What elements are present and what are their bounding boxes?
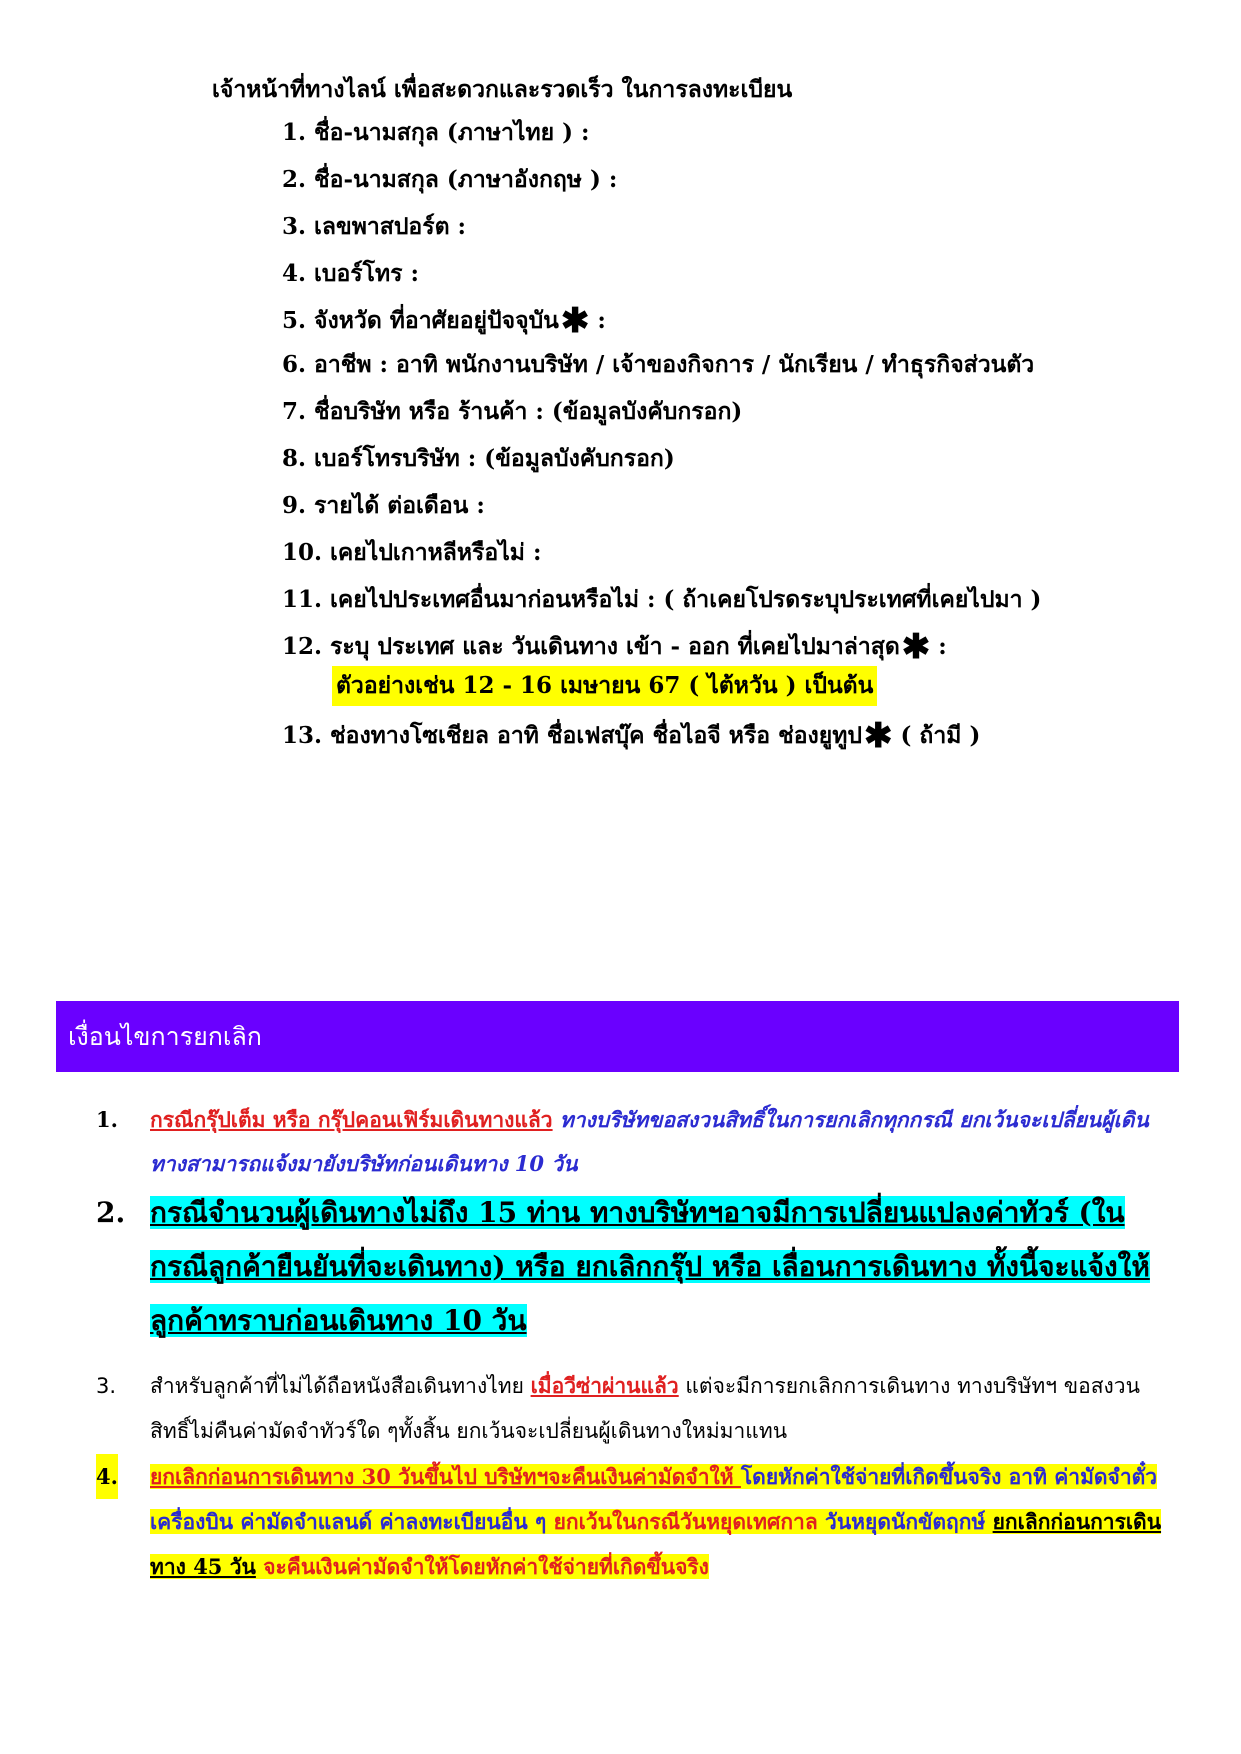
condition-text — [985, 1509, 992, 1534]
item-number: 6. — [282, 351, 307, 378]
list-item — [282, 350, 1182, 397]
list-item — [282, 716, 1182, 768]
item-text: เคยไปประเทศอื่นมาก่อนหรือไม่ : ( ถ้าเคยโปรดระบุประเทศที่เคยไปมา ) — [330, 586, 1042, 613]
condition-text: ทางบริษัทขอสงวนสิทธิ์ในการยกเลิกทุกกรณี ยกเว้นจะเปลี่ยนผู้เดินทางสามารถแจ้งมายังบริษัทก่อนเดินทาง 10 วัน — [150, 1107, 1149, 1176]
condition-highlight: ยกเลิกก่อนการเดินทาง 30 วันขึ้นไป บริษัทฯจะคืนเงินค่ามัดจำให้ — [150, 1464, 741, 1489]
condition-item — [56, 1454, 1179, 1589]
list-item — [282, 538, 1182, 585]
item-suffix: : — [589, 307, 606, 334]
condition-number: 4. — [96, 1454, 118, 1499]
item-text: เบอร์โทรบริษัท : (ข้อมูลบังคับกรอก) — [314, 445, 675, 472]
item-number: 11. — [282, 586, 323, 613]
item-suffix: ( ถ้ามี ) — [892, 722, 981, 749]
list-item — [282, 301, 1182, 350]
condition-text: โดยหักค่าใช้จ่ายที่เกิดขึ้นจริง อาทิ ค่ามัดจำตั๋วเครื่องบิน ค่ามัดจำแลนด์ ค่าลงทะเบียนอื่น ๆ — [150, 1464, 1158, 1534]
list-item — [282, 585, 1182, 632]
item-text: ชื่อ-นามสกุล (ภาษาอังกฤษ ) : — [314, 166, 618, 193]
item-number: 7. — [282, 398, 307, 425]
item-number: 2. — [282, 166, 307, 193]
item-text: อาชีพ : อาทิ พนักงานบริษัท / เจ้าของกิจการ / นักเรียน / ทำธุรกิจส่วนตัว — [314, 351, 1035, 378]
item-text: ชื่อ-นามสกุล (ภาษาไทย ) : — [314, 119, 590, 146]
condition-item — [56, 1364, 1179, 1454]
item-number: 8. — [282, 445, 307, 472]
condition-text: วันหยุดนักขัตฤกษ์ — [825, 1509, 986, 1534]
item-text: รายได้ ต่อเดือน : — [314, 492, 485, 519]
asterisk-icon: ✱ — [901, 627, 931, 667]
intro-line: เจ้าหน้าที่ทางไลน์ เพื่อสะดวกและรวดเร็ว ในการลงทะเบียน — [212, 76, 793, 103]
item-number: 3. — [282, 213, 307, 240]
list-item — [282, 118, 1182, 165]
condition-text: ยกเว้นในกรณีวันหยุดเทศกาล — [546, 1509, 826, 1534]
item-text: เลขพาสปอร์ต : — [314, 213, 467, 240]
item-text: จังหวัด ที่อาศัยอยู่ปัจจุบัน — [314, 307, 559, 334]
condition-item — [56, 1186, 1179, 1348]
registration-list — [282, 118, 1182, 768]
item-number: 9. — [282, 492, 307, 519]
item-text: ช่องทางโซเชียล อาทิ ชื่อเฟสบุ๊ค ชื่อไอจี หรือ ช่องยูทูป — [330, 722, 863, 749]
item-number: 10. — [282, 539, 323, 566]
condition-number: 3. — [96, 1374, 117, 1398]
condition-text: กรณีจำนวนผู้เดินทางไม่ถึง 15 ท่าน ทางบริษัทฯอาจมีการเปลี่ยนแปลงค่าทัวร์ (ในกรณีลูกค้ายืนยันที่จะเดินทาง) หรือ ยกเลิกกรุ๊ป หรือ เลื่อนการเดินทาง ทั้งนี้จะแจ้งให้ลูกค้าทราบก่อนเดินทาง 10 วัน — [150, 1196, 1150, 1337]
item-text: เบอร์โทร : — [314, 260, 420, 287]
list-item — [282, 165, 1182, 212]
item-number: 4. — [282, 260, 307, 287]
asterisk-icon: ✱ — [864, 716, 893, 756]
item-text: เคยไปเกาหลีหรือไม่ : — [330, 539, 542, 566]
list-item — [282, 444, 1182, 491]
item-suffix: : — [930, 633, 947, 660]
condition-highlight: กรณีกรุ๊ปเต็ม หรือ กรุ๊ปคอนเฟิร์มเดินทางแล้ว — [150, 1107, 553, 1132]
condition-item — [56, 1098, 1179, 1186]
condition-text: จะคืนเงินค่ามัดจำให้โดยหักค่าใช้จ่ายที่เกิดขึ้นจริง — [255, 1554, 709, 1579]
item-text: ชื่อบริษัท หรือ ร้านค้า : (ข้อมูลบังคับกรอก) — [314, 398, 743, 425]
item-number: 1. — [282, 119, 307, 146]
cancellation-header: เงื่อนไขการยกเลิก — [56, 1001, 1179, 1072]
condition-number: 2. — [96, 1196, 126, 1229]
condition-text: สำหรับลูกค้าที่ไม่ได้ถือหนังสือเดินทางไทย — [150, 1374, 531, 1398]
item-number: 5. — [282, 307, 307, 334]
asterisk-icon: ✱ — [560, 301, 590, 341]
condition-text: แต่จะมีการยกเลิกการเดินทาง ทางบริษัทฯ ขอสงวนสิทธิ์ไม่คืนค่ามัดจำทัวร์ใด ๆทั้งสิ้น ยกเว้นจะเปลี่ยนผู้เดินทางใหม่มาแทน — [150, 1374, 1140, 1443]
list-item — [282, 259, 1182, 306]
item-number: 12. — [282, 633, 323, 660]
condition-highlight: ยกเลิกก่อนการเดินทาง 45 วัน — [150, 1509, 1162, 1579]
item-number: 13. — [282, 722, 323, 749]
condition-highlight: เมื่อวีซ่าผ่านแล้ว — [530, 1374, 679, 1398]
list-item — [282, 491, 1182, 538]
list-item — [282, 212, 1182, 259]
condition-number: 1. — [96, 1107, 118, 1132]
example-note: ตัวอย่างเช่น 12 - 16 เมษายน 67 ( ไต้หวัน ) เป็นต้น — [332, 666, 877, 706]
list-item — [282, 397, 1182, 444]
item-text: ระบุ ประเทศ และ วันเดินทาง เข้า - ออก ที่เคยไปมาล่าสุด — [330, 633, 900, 660]
